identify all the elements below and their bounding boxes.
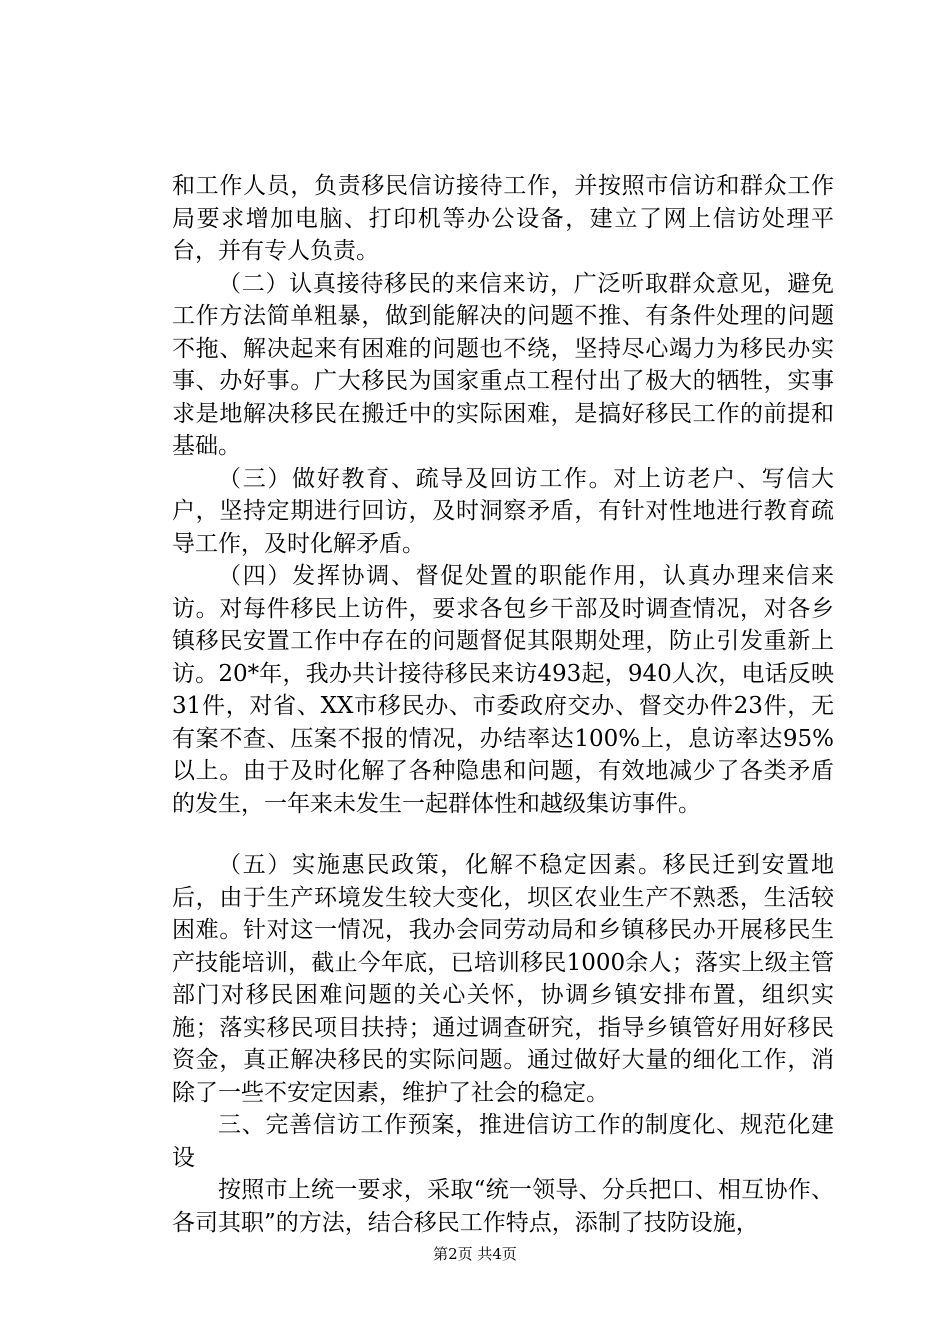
- paragraph-2: （二）认真接待移民的来信来访，广泛听取群众意见，避免工作方法简单粗暴，做到能解决的问题不推、有条件处理的问题不拖、解决起来有困难的问题也不绕，坚持尽心竭力为移民办实事、办好事。广大移民为国家重点工程付出了极大的牺牲，实事求是地解决移民在搬迁中的实际困难，是搞好移民工作的前提和基础。: [172, 270, 834, 459]
- paragraph-4: （四）发挥协调、督促处置的职能作用，认真办理来信来访。对每件移民上访件，要求各包乡干部及时调查情况，对各乡镇移民安置工作中存在的问题督促其限期处理，防止引发重新上访。20*年，我办共计接待移民来访493起，940人次，电话反映31件，对省、XX市移民办、市委政府交办、督交办件23件，无有案不查、压案不报的情况，办结率达100%上，息访率达95%以上。由于及时化解了各种隐患和问题，有效地减少了各类矛盾的发生，一年来未发生一起群体性和越级集访事件。: [172, 563, 834, 817]
- page-number-footer: 第2页 共4页: [433, 1245, 517, 1263]
- paragraph-continuation: 和工作人员，负责移民信访接待工作，并按照市信访和群众工作局要求增加电脑、打印机等办公设备，建立了网上信访处理平台，并有专人负责。: [172, 173, 834, 264]
- section-heading: 三、完善信访工作预案，推进信访工作的制度化、规范化建设: [172, 1112, 834, 1171]
- document-body: [172, 170, 834, 1239]
- paragraph-5: （五）实施惠民政策，化解不稳定因素。移民迁到安置地后，由于生产环境发生较大变化，坝区农业生产不熟悉，生活较困难。针对这一情况，我办会同劳动局和乡镇移民办开展移民生产技能培训，截止今年底，已培训移民1000余人；落实上级主管部门对移民困难问题的关心关怀，协调乡镇安排布置，组织实施；落实移民项目扶持；通过调查研究，指导乡镇管好用好移民资金，真正解决移民的实际问题。通过做好大量的细化工作，消除了一些不安定因素，维护了社会的稳定。: [172, 852, 834, 1106]
- paragraph-3: （三）做好教育、疏导及回访工作。对上访老户、写信大户，坚持定期进行回访，及时洞察矛盾，有针对性地进行教育疏导工作，及时化解矛盾。: [172, 465, 834, 557]
- paragraph-6: 按照市上统一要求，采取“统一领导、分兵把口、相互协作、各司其职”的方法，结合移民工作特点，添制了技防设施，: [172, 1177, 834, 1236]
